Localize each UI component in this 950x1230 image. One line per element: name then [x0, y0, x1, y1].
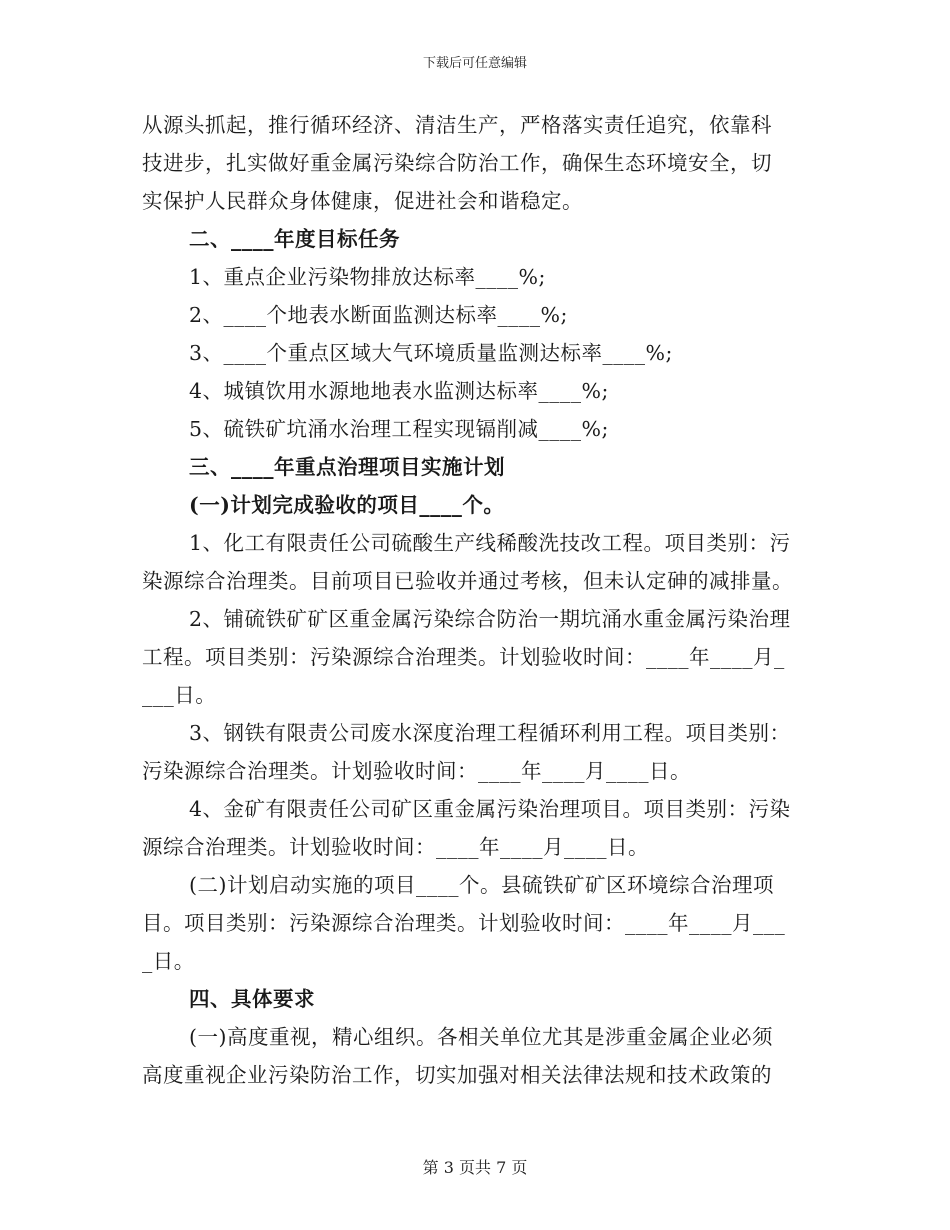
list-item: 1、重点企业污染物排放达标率____%; — [189, 265, 546, 289]
list-item: 5、硫铁矿坑涌水治理工程实现镉削减____%; — [189, 417, 609, 441]
paragraph-line: 工程。项目类别：污染源综合治理类。计划验收时间：____年____月_ — [142, 645, 785, 669]
paragraph-line: 污染源综合治理类。计划验收时间：____年____月____日。 — [142, 759, 691, 783]
list-item: 4、城镇饮用水源地地表水监测达标率____%; — [189, 379, 609, 403]
paragraph-line: 技进步，扎实做好重金属污染综合防治工作，确保生态环境安全，切 — [142, 151, 772, 175]
paragraph-line: 1、化工有限责任公司硫酸生产线稀酸洗技改工程。项目类别：污 — [189, 531, 791, 555]
paragraph-line: 目。项目类别：污染源综合治理类。计划验收时间：____年____月___ — [142, 911, 786, 935]
list-item: 3、____个重点区域大气环境质量监测达标率____%; — [189, 341, 673, 365]
paragraph-line: 3、钢铁有限责公司废水深度治理工程循环利用工程。项目类别： — [189, 721, 791, 745]
subsection-heading: (一)计划完成验收的项目____个。 — [189, 493, 505, 517]
section-heading: 四、具体要求 — [189, 987, 315, 1011]
paragraph-line: (二)计划启动实施的项目____个。县硫铁矿矿区环境综合治理项 — [189, 873, 774, 897]
page-header: 下载后可任意编辑 — [422, 56, 527, 71]
paragraph-line: 高度重视企业污染防治工作，切实加强对相关法律法规和技术政策的 — [142, 1063, 772, 1087]
section-heading: 二、____年度目标任务 — [189, 227, 400, 251]
list-item: 2、____个地表水断面监测达标率____%; — [189, 303, 568, 327]
paragraph-line: 源综合治理类。计划验收时间：____年____月____日。 — [142, 835, 649, 859]
page-footer: 第 3 页共 7 页 — [422, 1158, 528, 1177]
paragraph-line: 从源头抓起，推行循环经济、清洁生产，严格落实责任追究，依靠科 — [142, 113, 772, 137]
section-heading: 三、____年重点治理项目实施计划 — [189, 455, 505, 479]
paragraph-line: ___日。 — [142, 683, 217, 707]
paragraph-line: _日。 — [142, 949, 195, 973]
paragraph-line: (一)高度重视，精心组织。各相关单位尤其是涉重金属企业必须 — [189, 1025, 773, 1049]
paragraph-line: 2、铺硫铁矿矿区重金属污染综合防治一期坑涌水重金属污染治理 — [189, 607, 791, 631]
paragraph-line: 4、金矿有限责任公司矿区重金属污染治理项目。项目类别：污染 — [189, 797, 791, 821]
paragraph-line: 染源综合治理类。目前项目已验收并通过考核，但未认定砷的减排量。 — [142, 569, 793, 593]
paragraph-line: 实保护人民群众身体健康，促进社会和谐稳定。 — [142, 189, 583, 213]
